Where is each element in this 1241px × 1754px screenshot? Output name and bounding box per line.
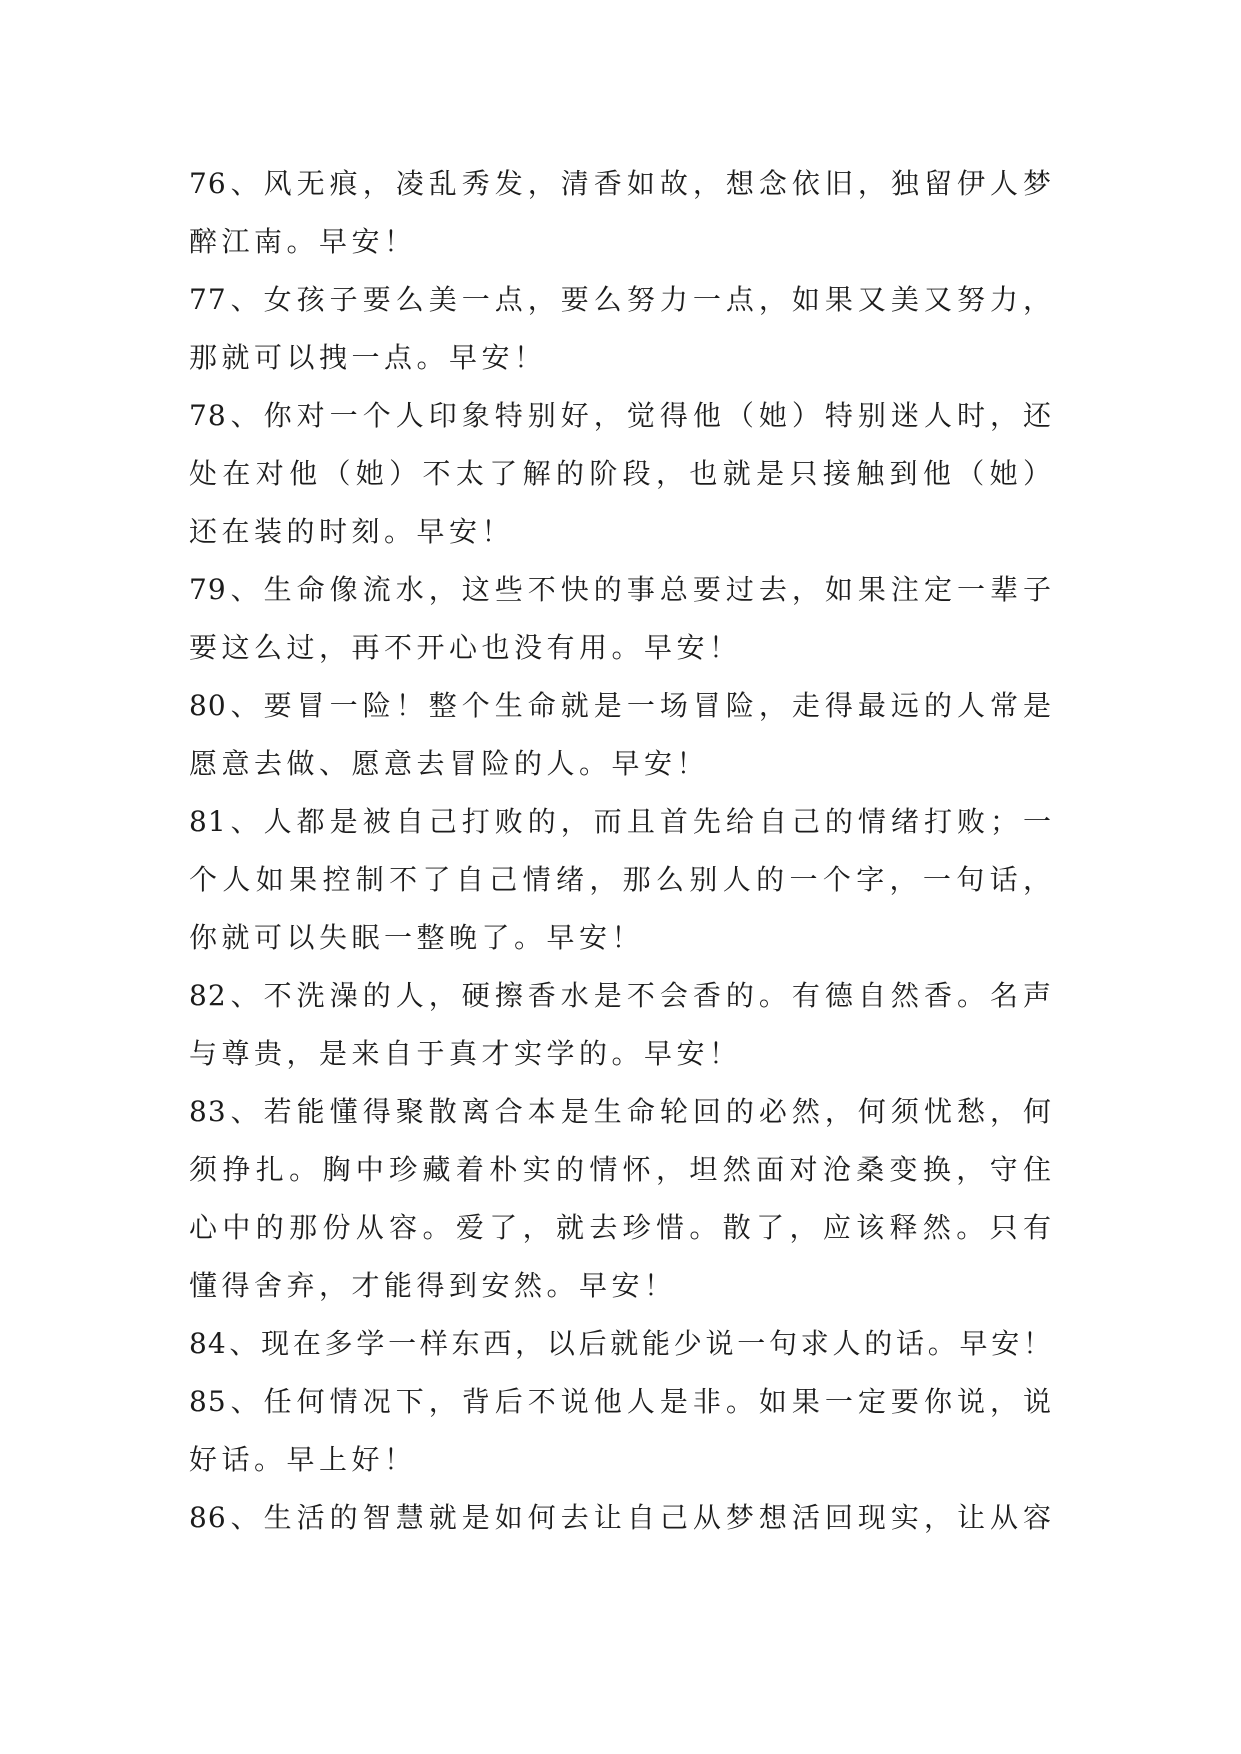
entry-78 (189, 387, 1052, 561)
entry-line: 心中的那份从容。爱了，就去珍惜。散了，应该释然。只有 (189, 1211, 1052, 1244)
entry-line: 79、生命像流水，这些不快的事总要过去，如果注定一辈子 (189, 573, 1052, 606)
entry-line: 懂得舍弃，才能得到安然。早安！ (189, 1269, 677, 1302)
entry-line: 83、若能懂得聚散离合本是生命轮回的必然，何须忧愁，何 (189, 1095, 1052, 1128)
entry-line: 还在装的时刻。早安！ (189, 515, 515, 548)
entry-line: 要这么过，再不开心也没有用。早安！ (189, 631, 742, 664)
entry-line: 84、现在多学一样东西，以后就能少说一句求人的话。早安！ (189, 1327, 1052, 1360)
entry-line: 好话。早上好！ (189, 1443, 417, 1476)
entry-81 (189, 793, 1052, 967)
entry-line: 个人如果控制不了自己情绪，那么别人的一个字，一句话， (189, 863, 1052, 896)
entry-83 (189, 1083, 1052, 1315)
entry-79 (189, 561, 1052, 677)
entry-line: 78、你对一个人印象特别好，觉得他（她）特别迷人时，还 (189, 399, 1052, 432)
entry-76 (189, 155, 1052, 271)
entry-line: 82、不洗澡的人，硬擦香水是不会香的。有德自然香。名声 (189, 979, 1052, 1012)
entry-line: 86、生活的智慧就是如何去让自己从梦想活回现实，让从容 (189, 1501, 1052, 1534)
entry-line: 77、女孩子要么美一点，要么努力一点，如果又美又努力， (189, 283, 1052, 316)
entry-line: 76、风无痕，凌乱秀发，清香如故，想念依旧，独留伊人梦 (189, 167, 1052, 200)
entry-line: 80、要冒一险！整个生命就是一场冒险，走得最远的人常是 (189, 689, 1052, 722)
entry-line: 处在对他（她）不太了解的阶段，也就是只接触到他（她） (189, 457, 1052, 490)
document-body (189, 155, 1052, 1547)
entry-line: 醉江南。早安！ (189, 225, 417, 258)
entry-line: 须挣扎。胸中珍藏着朴实的情怀，坦然面对沧桑变换，守住 (189, 1153, 1052, 1186)
entry-line: 你就可以失眠一整晚了。早安！ (189, 921, 645, 954)
entry-line: 那就可以拽一点。早安！ (189, 341, 547, 374)
entry-77 (189, 271, 1052, 387)
entry-line: 愿意去做、愿意去冒险的人。早安！ (189, 747, 710, 780)
entry-84 (189, 1315, 1052, 1373)
entry-80 (189, 677, 1052, 793)
entry-82 (189, 967, 1052, 1083)
entry-85 (189, 1373, 1052, 1489)
entry-line: 81、人都是被自己打败的，而且首先给自己的情绪打败；一 (189, 805, 1052, 838)
entry-line: 85、任何情况下，背后不说他人是非。如果一定要你说，说 (189, 1385, 1052, 1418)
entry-line: 与尊贵，是来自于真才实学的。早安！ (189, 1037, 742, 1070)
entry-86 (189, 1489, 1052, 1547)
